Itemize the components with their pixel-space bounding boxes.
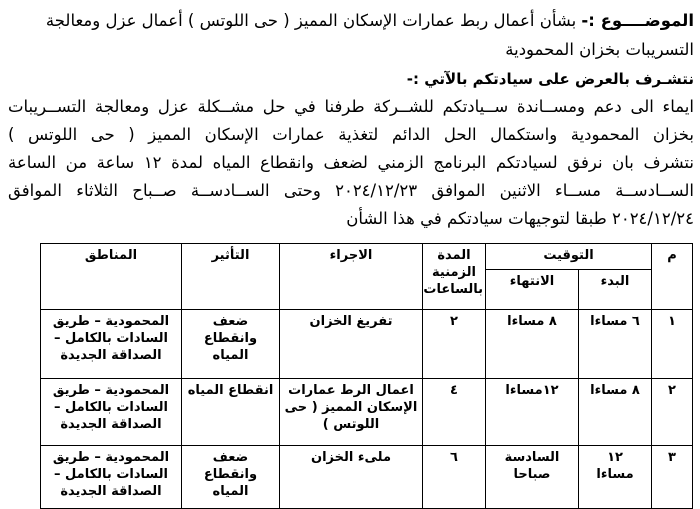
cell-duration: ٤ xyxy=(423,379,486,446)
cell-areas: المحمودية – طريق السادات بالكامل – الصداقة الجديدة xyxy=(41,379,182,446)
cell-action: ملىء الخزان xyxy=(280,446,423,509)
cell-action: تفريغ الخزان xyxy=(280,310,423,379)
salutation-line: نتشـرف بالعرض على سيادتكم بالآتي :- xyxy=(406,70,694,88)
table-row xyxy=(41,446,693,509)
cell-start-time: ١٢ مساءا xyxy=(579,446,652,509)
cell-areas: المحمودية – طريق السادات بالكامل – الصداقة الجديدة xyxy=(41,310,182,379)
table-header-row xyxy=(41,244,693,270)
paragraph-line: بخزان المحمودية واستكمال الحل الدائم لتغذية عمارات الإسكان المميز ( حى اللوتس ) xyxy=(8,125,694,144)
subject-text: بشأن أعمال ربط عمارات الإسكان المميز ( حى اللوتس ) أعمال عزل ومعالجة xyxy=(45,11,577,30)
cell-impact: انقطاع المياه xyxy=(182,379,280,446)
schedule-table xyxy=(40,243,693,509)
body-paragraph xyxy=(8,93,694,233)
col-header-areas: المناطق xyxy=(41,244,182,310)
col-header-duration: المدة الزمنية بالساعات xyxy=(423,244,486,310)
cell-duration: ٦ xyxy=(423,446,486,509)
col-header-start: البدء xyxy=(579,270,652,310)
cell-no: ٢ xyxy=(652,379,693,446)
cell-impact: ضعف وانقطاع المياه xyxy=(182,310,280,379)
cell-no: ٣ xyxy=(652,446,693,509)
cell-impact: ضعف وانقطاع المياه xyxy=(182,446,280,509)
subject-line-1 xyxy=(8,6,694,35)
cell-start-time: ٦ مساءا xyxy=(579,310,652,379)
table-row xyxy=(41,310,693,379)
cell-end-time: السادسة صباحا xyxy=(486,446,579,509)
col-header-action: الاجراء xyxy=(280,244,423,310)
cell-action: اعمال الرط عمارات الإسكان المميز ( حى اللوتس ) xyxy=(280,379,423,446)
subject-line-2: التسريبات بخزان المحمودية xyxy=(505,40,694,59)
paragraph-line: الســادســة مســاء الاثنين الموافق ٢٠٢٤/١٢/٢٣ وحتى الســادســة صــباح الثلاثاء الموافق xyxy=(8,181,694,200)
cell-duration: ٢ xyxy=(423,310,486,379)
cell-end-time: ١٢مساءا xyxy=(486,379,579,446)
subject-label: الموضــــوع :- xyxy=(581,11,694,30)
paragraph-line: ٢٠٢٤/١٢/٢٤ طبقا لتوجيهات سيادتكم في هذا الشأن xyxy=(346,209,694,228)
cell-areas: المحمودية – طريق السادات بالكامل – الصداقة الجديدة xyxy=(41,446,182,509)
paragraph-line: نتشرف بان نرفق لسيادتكم البرنامج الزمني لضعف وانقطاع المياه لمدة ١٢ ساعة من الساعة xyxy=(8,153,694,172)
cell-end-time: ٨ مساءا xyxy=(486,310,579,379)
col-header-impact: التأثير xyxy=(182,244,280,310)
col-header-end: الانتهاء xyxy=(486,270,579,310)
cell-start-time: ٨ مساءا xyxy=(579,379,652,446)
table-row xyxy=(41,379,693,446)
col-header-timing: التوقيت xyxy=(486,244,652,270)
col-header-no: م xyxy=(652,244,693,310)
cell-no: ١ xyxy=(652,310,693,379)
paragraph-line: ايماء الى دعم ومســاندة ســيادتكم للشــركة طرفنا في حل مشــكلة عزل ومعالجة التســريبات xyxy=(8,97,694,116)
